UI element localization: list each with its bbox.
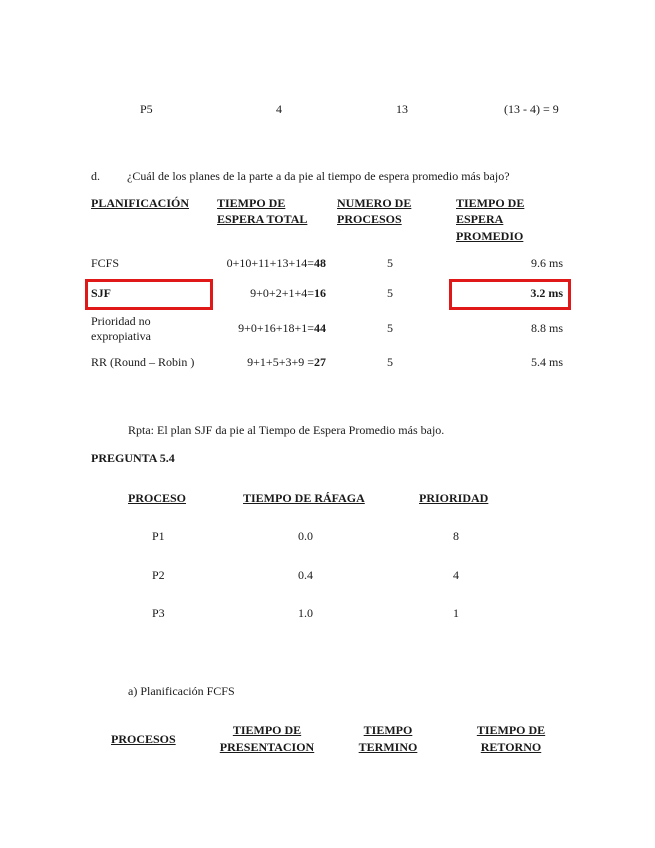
table3-header-retorno-1: TIEMPO DE <box>476 723 546 737</box>
top-row-calc: (13 - 4) = 9 <box>504 102 559 116</box>
table1-row-rr-avg: 5.4 ms <box>530 355 563 369</box>
table3-header-presentacion-2: PRESENTACION <box>219 740 315 754</box>
answer-text: Rpta: El plan SJF da pie al Tiempo de Espera Promedio más bajo. <box>128 423 445 437</box>
table2-row-p2-rafaga: 0.4 <box>298 568 313 582</box>
table2-header-proceso: PROCESO <box>128 491 187 505</box>
top-row-end: 13 <box>396 102 408 116</box>
table2-row-p3-proc: P3 <box>152 606 165 620</box>
top-row-burst: 4 <box>276 102 282 116</box>
table1-header-promedio-3: PROMEDIO <box>456 229 524 243</box>
table1-row-fcfs-num: 5 <box>387 256 393 270</box>
table2-header-rafaga: TIEMPO DE RÁFAGA <box>243 491 365 505</box>
table1-header-promedio-2: ESPERA <box>456 212 504 226</box>
table1-row-sjf-name: SJF <box>91 286 112 300</box>
table2-header-prioridad: PRIORIDAD <box>419 491 489 505</box>
table1-row-fcfs-name: FCFS <box>91 256 120 270</box>
table1-header-total-1: TIEMPO DE <box>217 196 286 210</box>
pregunta-heading: PREGUNTA 5.4 <box>91 451 175 465</box>
table1-row-rr-sum: 9+1+5+3+9 =27 <box>247 355 326 369</box>
table1-row-prioridad-sum: 9+0+16+18+1=44 <box>238 321 326 335</box>
table2-row-p2-proc: P2 <box>152 568 165 582</box>
table1-row-prioridad-num: 5 <box>387 321 393 335</box>
table2-row-p1-rafaga: 0.0 <box>298 529 313 543</box>
table3-header-procesos: PROCESOS <box>111 732 176 746</box>
table3-header-termino-1: TIEMPO <box>363 723 413 737</box>
table2-row-p3-rafaga: 1.0 <box>298 606 313 620</box>
table3-header-presentacion-1: TIEMPO DE <box>232 723 302 737</box>
table1-row-fcfs-sum: 0+10+11+13+14=48 <box>226 256 326 270</box>
table1-row-fcfs-avg: 9.6 ms <box>530 256 563 270</box>
table1-header-planificacion: PLANIFICACIÓN <box>91 196 190 210</box>
table1-row-sjf-sum: 9+0+2+1+4=16 <box>250 286 326 300</box>
table1-row-rr-name: RR (Round – Robin ) <box>91 355 195 369</box>
table1-row-rr-num: 5 <box>387 355 393 369</box>
table1-header-promedio-1: TIEMPO DE <box>456 196 525 210</box>
section-a-heading: a) Planificación FCFS <box>128 684 235 698</box>
table3-header-retorno-2: RETORNO <box>480 740 542 754</box>
top-row-process: P5 <box>140 102 153 116</box>
table1-header-numero-1: NUMERO DE <box>337 196 412 210</box>
table1-row-prioridad-name-1: Prioridad no <box>91 314 151 328</box>
table1-row-sjf-num: 5 <box>387 286 393 300</box>
table2-row-p2-prioridad: 4 <box>453 568 459 582</box>
table1-header-numero-2: PROCESOS <box>337 212 402 226</box>
table1-row-prioridad-name-2: expropiativa <box>91 329 151 343</box>
table2-row-p1-proc: P1 <box>152 529 165 543</box>
table1-header-total-2: ESPERA TOTAL <box>217 212 308 226</box>
table1-row-sjf-avg: 3.2 ms <box>530 286 563 300</box>
table3-header-termino-2: TERMINO <box>358 740 418 754</box>
table2-row-p3-prioridad: 1 <box>453 606 459 620</box>
question-d-label: d. <box>91 169 100 183</box>
table2-row-p1-prioridad: 8 <box>453 529 459 543</box>
question-d-text: ¿Cuál de los planes de la parte a da pie al tiempo de espera promedio más bajo? <box>127 169 510 183</box>
table1-row-prioridad-avg: 8.8 ms <box>530 321 563 335</box>
